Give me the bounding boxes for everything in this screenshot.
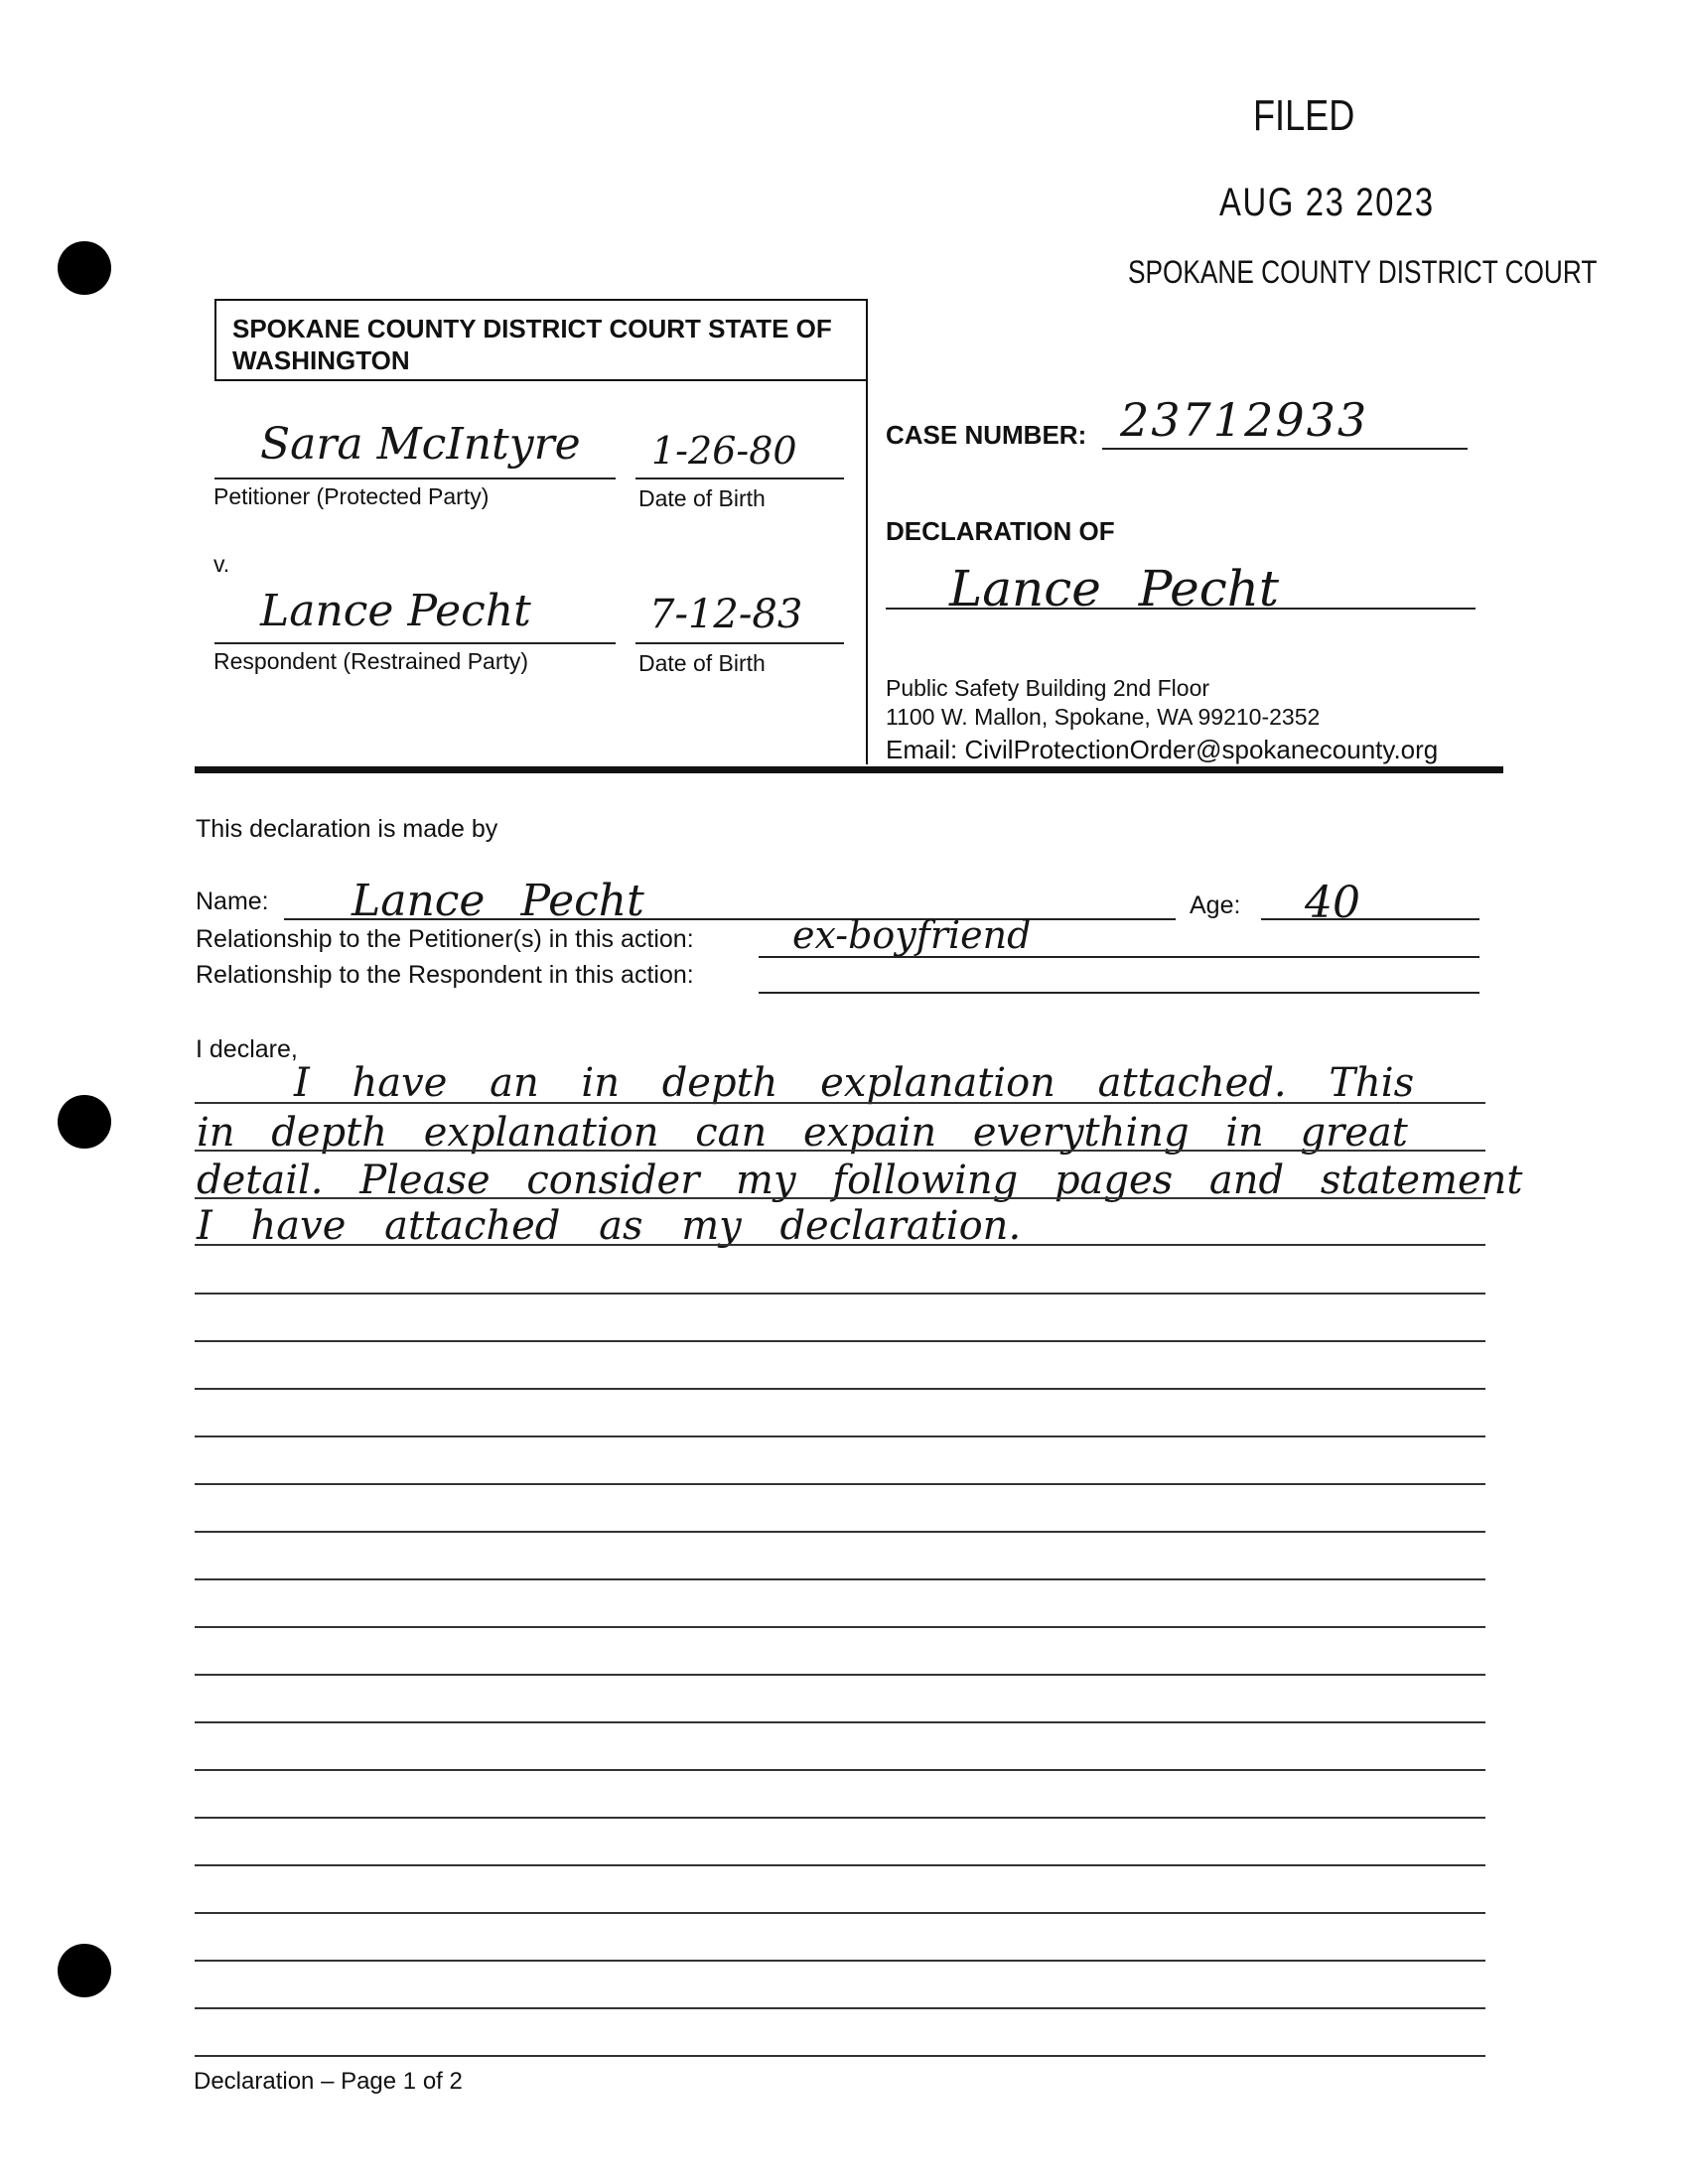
court-title-box <box>214 299 868 381</box>
punch-hole-middle <box>58 1095 111 1149</box>
ruled-line <box>195 1340 1485 1342</box>
caption-divider <box>866 381 868 764</box>
ruled-line <box>195 1388 1485 1390</box>
ruled-line <box>195 1912 1485 1914</box>
punch-hole-bottom <box>58 1944 111 1997</box>
case-number-value: 23712933 <box>1120 393 1369 447</box>
page-footer: Declaration – Page 1 of 2 <box>194 2068 463 2095</box>
ruled-line <box>195 1864 1485 1866</box>
ruled-line <box>195 2055 1485 2057</box>
declarant-line <box>886 608 1476 610</box>
ruled-line <box>195 1721 1485 1723</box>
petitioner-name: Sara McIntyre <box>260 419 581 470</box>
ruled-line <box>195 1960 1485 1962</box>
petitioner-dob-label: Date of Birth <box>638 485 766 511</box>
ruled-line <box>195 2007 1485 2009</box>
versus-label: v. <box>213 551 230 577</box>
declaration-of-label: DECLARATION OF <box>886 516 1115 546</box>
ruled-line <box>195 1197 1485 1199</box>
court-title: SPOKANE COUNTY DISTRICT COURT STATE OF WASHINGTON <box>232 314 832 375</box>
respondent-name-line <box>214 642 616 644</box>
ruled-line <box>195 1626 1485 1628</box>
email-address[interactable]: Email: CivilProtectionOrder@spokanecounty.org <box>886 735 1439 764</box>
declaration-line-3: detail. Please consider my following pages and statement <box>197 1158 1523 1203</box>
rel-respondent-label: Relationship to the Respondent in this action: <box>196 961 694 989</box>
filed-stamp-title: FILED <box>1253 91 1355 140</box>
age-label: Age: <box>1190 891 1241 919</box>
ruled-line <box>195 1674 1485 1676</box>
respondent-dob: 7-12-83 <box>649 592 803 637</box>
rel-petitioner-label: Relationship to the Petitioner(s) in this action: <box>196 925 694 953</box>
name-value: Lance Pecht <box>352 876 644 926</box>
name-label: Name: <box>196 887 269 915</box>
declaration-line-4: I have attached as my declaration. <box>197 1203 1022 1249</box>
ruled-line <box>195 1578 1485 1580</box>
respondent-dob-label: Date of Birth <box>638 650 766 676</box>
ruled-line <box>195 1244 1485 1246</box>
ruled-line <box>195 1435 1485 1437</box>
petitioner-label: Petitioner (Protected Party) <box>213 483 490 509</box>
case-number-label: CASE NUMBER: <box>886 420 1087 450</box>
ruled-line <box>195 1531 1485 1533</box>
petitioner-dob-line <box>635 478 844 479</box>
rel-respondent-line <box>759 992 1479 994</box>
declaration-line-2: in depth explanation can expain everything in great <box>197 1110 1408 1156</box>
punch-hole-top <box>58 241 111 295</box>
respondent-name: Lance Pecht <box>260 586 531 636</box>
name-line <box>284 918 1176 920</box>
ruled-line <box>195 1150 1485 1152</box>
rel-petitioner-line <box>759 956 1479 958</box>
declare-label: I declare, <box>196 1035 298 1063</box>
address-line-1: Public Safety Building 2nd Floor <box>886 675 1210 701</box>
ruled-line <box>195 1483 1485 1485</box>
ruled-line <box>195 1817 1485 1819</box>
age-line <box>1261 918 1479 920</box>
declaration-intro: This declaration is made by <box>196 815 498 843</box>
ruled-line <box>195 1769 1485 1771</box>
age-value: 40 <box>1305 878 1360 928</box>
caption-bottom-rule <box>195 766 1503 773</box>
address-line-2: 1100 W. Mallon, Spokane, WA 99210-2352 <box>886 704 1321 730</box>
rel-petitioner-value: ex-boyfriend <box>792 913 1032 957</box>
ruled-line <box>195 1102 1485 1104</box>
respondent-label: Respondent (Restrained Party) <box>213 648 529 674</box>
petitioner-name-line <box>214 478 616 479</box>
case-number-line <box>1102 448 1468 450</box>
declaration-line-1: I have an in depth explanation attached. This <box>294 1060 1415 1106</box>
ruled-line <box>195 1293 1485 1295</box>
declarant-name: Lance Pecht <box>949 560 1279 617</box>
respondent-dob-line <box>635 642 844 644</box>
petitioner-dob: 1-26-80 <box>651 429 797 473</box>
filed-stamp-date: AUG 23 2023 <box>1219 181 1435 224</box>
filed-stamp-court: SPOKANE COUNTY DISTRICT COURT <box>1128 254 1598 290</box>
